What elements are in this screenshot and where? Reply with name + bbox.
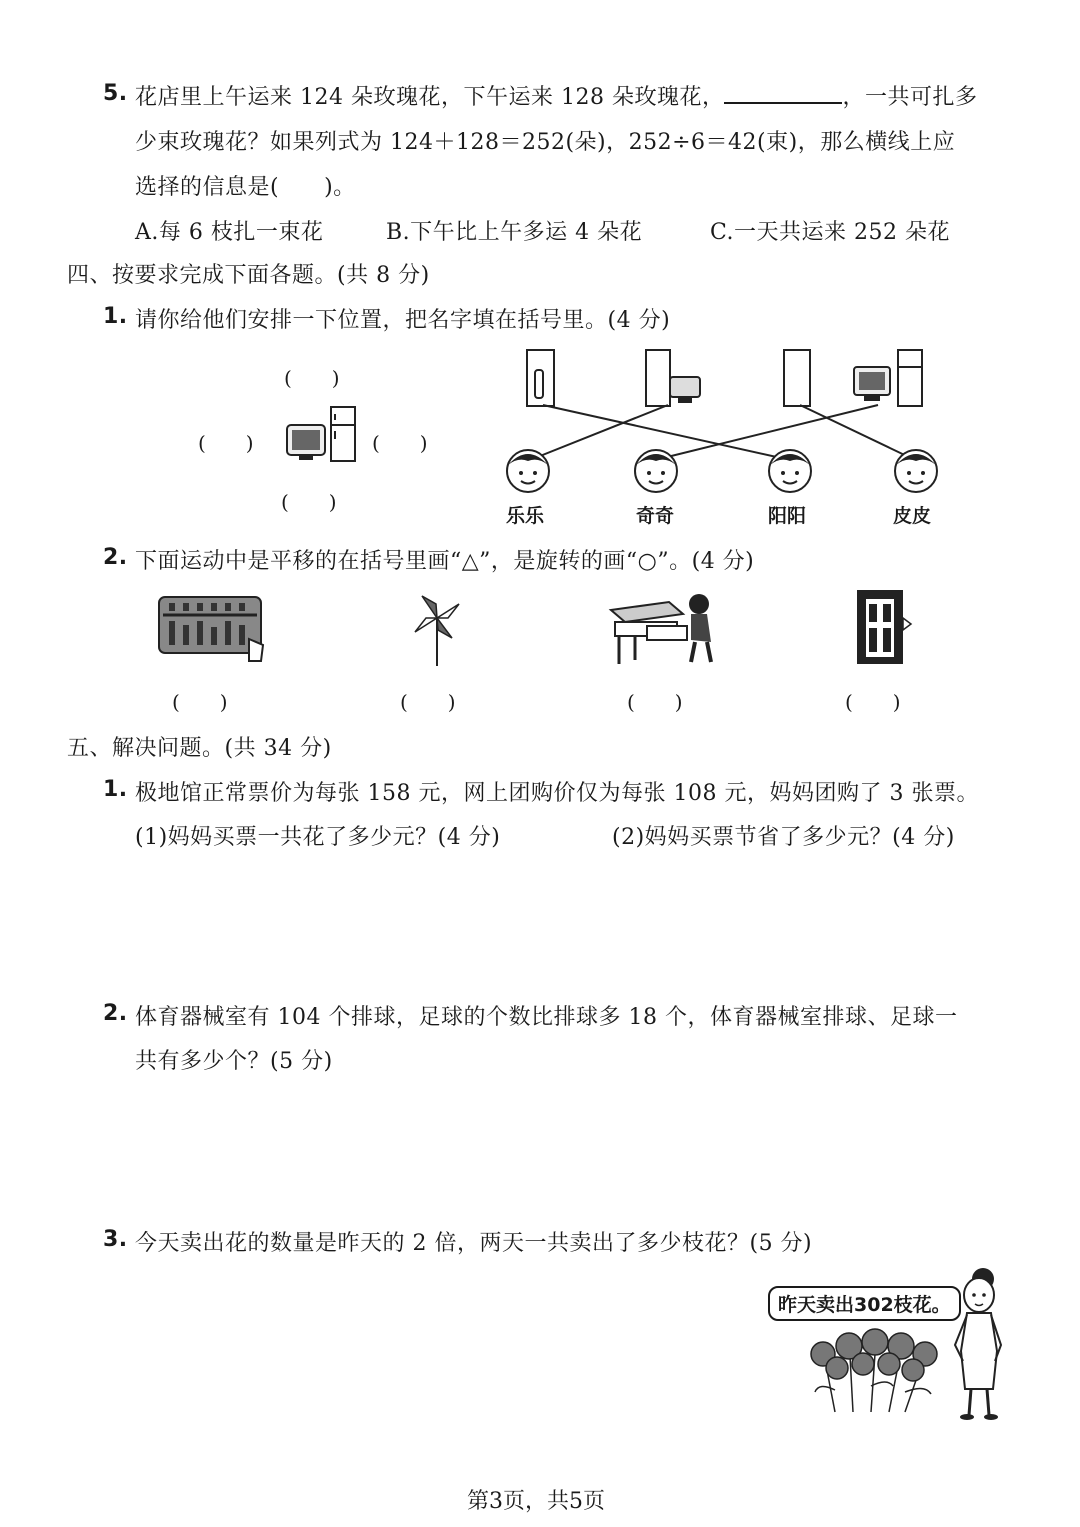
s4q1-text: 请你给他们安排一下位置，把名字填在括号里。(4 分): [135, 308, 671, 333]
child-name-qiqi: 奇奇: [636, 505, 675, 527]
s5q3-number: 3.: [103, 1227, 128, 1252]
s4q1-number: 1.: [103, 304, 128, 329]
position-right-paren[interactable]: ( ): [372, 431, 428, 455]
child-name-lele: 乐乐: [506, 505, 545, 527]
connecting-lines: [0, 0, 1080, 520]
child-name-pipi: 皮皮: [893, 505, 932, 527]
section5-title: 五、解决问题。(共 34 分): [67, 736, 332, 761]
s5q3-answer-area[interactable]: [135, 1268, 735, 1428]
s5q1-text: 极地馆正常票价为每张 158 元，网上团购价仅为每张 108 元，妈妈团购了 3 张票。: [135, 781, 979, 806]
q5-option-b[interactable]: B.下午比上午多运 4 朵花: [386, 220, 643, 245]
s5q1-sub1: (1)妈妈买票一共花了多少元？(4 分): [135, 825, 501, 850]
s5q2-number: 2.: [103, 1001, 128, 1026]
motion-paren-abacus[interactable]: ( ): [172, 690, 228, 714]
s4q2-number: 2.: [103, 545, 128, 570]
position-bottom-paren[interactable]: ( ): [281, 490, 337, 514]
s5q1-number: 1.: [103, 777, 128, 802]
page-footer: 第3页，共5页: [467, 1489, 605, 1514]
abacus-icon: [157, 595, 267, 665]
q5-line2: 少束玫瑰花？如果列式为 124＋128＝252(朵)，252÷6＝42(束)，那么横线上应: [135, 130, 956, 155]
s5q1-answer-area[interactable]: [135, 860, 995, 990]
section4-title: 四、按要求完成下面各题。(共 8 分): [67, 263, 430, 288]
children-faces-icon: [505, 447, 945, 497]
woman-figure-icon: [945, 1265, 1015, 1425]
s4q2-text: 下面运动中是平移的在括号里画“△”，是旋转的画“○”。(4 分): [135, 549, 755, 574]
flowers-icon: [805, 1320, 945, 1415]
motion-paren-pinwheel[interactable]: ( ): [400, 690, 456, 714]
q5-option-c[interactable]: C.一天共运来 252 朵花: [710, 220, 951, 245]
position-top-paren[interactable]: ( ): [284, 366, 340, 390]
s5q2-line2: 共有多少个？(5 分): [135, 1049, 333, 1074]
q5-option-a[interactable]: A.每 6 枝扎一束花: [135, 220, 324, 245]
drawer-icon: [607, 590, 722, 668]
q5-line1-start: 花店里上午运来 124 朵玫瑰花，下午运来 128 朵玫瑰花，: [135, 85, 725, 110]
pinwheel-icon: [412, 590, 462, 668]
s5q3-text: 今天卖出花的数量是昨天的 2 倍，两天一共卖出了多少枝花？(5 分): [135, 1231, 813, 1256]
motion-paren-drawer[interactable]: ( ): [627, 690, 683, 714]
q5-line3: 选择的信息是( )。: [135, 175, 356, 200]
motion-paren-door[interactable]: ( ): [845, 690, 901, 714]
q5-number: 5.: [103, 81, 128, 106]
q5-line1-end: ，一共可扎多: [842, 85, 978, 110]
child-name-yangyang: 阳阳: [768, 505, 807, 527]
s5q1-sub2: (2)妈妈买票节省了多少元？(4 分): [612, 825, 955, 850]
speech-bubble: 昨天卖出302枝花。: [768, 1286, 961, 1321]
position-left-paren[interactable]: ( ): [198, 431, 254, 455]
s5q2-line1: 体育器械室有 104 个排球，足球的个数比排球多 18 个，体育器械室排球、足球一: [135, 1005, 958, 1030]
s5q2-answer-area[interactable]: [135, 1085, 995, 1215]
door-icon: [855, 588, 915, 668]
